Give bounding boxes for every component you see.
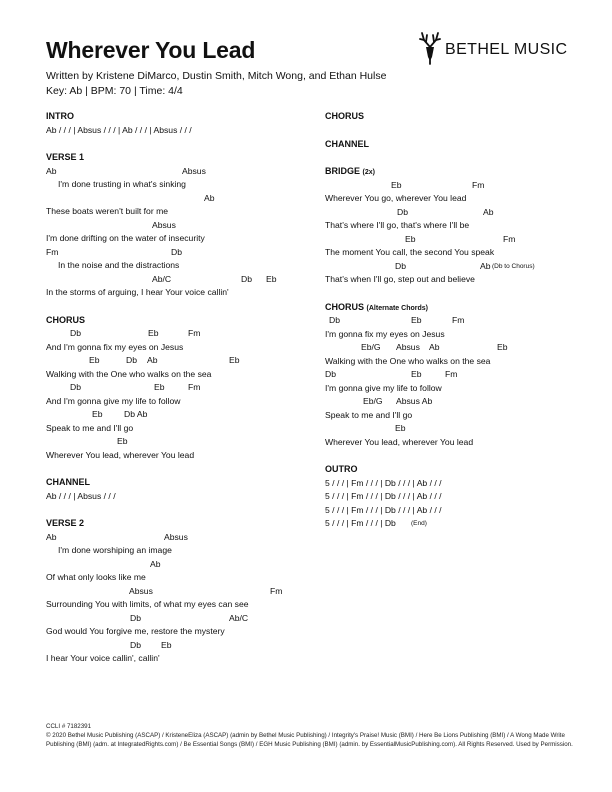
chord: Ab [46,531,57,542]
intro-section [46,110,326,137]
song-title: Wherever You Lead [46,37,256,63]
chord: Absus [164,531,188,542]
chord-line [325,206,605,220]
chord: Ab [46,165,57,176]
chord: Eb [117,436,128,446]
chord-line [46,219,326,233]
chord: Absus [396,342,420,352]
chord-progression-line: 5 / / / | Fm / / / | Db / / / | Ab / / / [325,477,442,488]
section-heading: BRIDGE (2x) [325,166,375,176]
lyric-line: Wherever You go, wherever You lead [325,193,467,203]
chord: Db [130,639,141,650]
chord: Fm [445,369,458,379]
chord-line [46,558,326,572]
chord-line [46,381,326,395]
chord-line [46,354,326,368]
lyric-line: And I'm gonna give my life to follow [46,395,181,406]
chord: Fm [188,382,201,392]
lyric-line: God would You forgive me, restore the mystery [46,626,225,636]
left-column [46,110,326,680]
alternate-chords-note: (Alternate Chords) [366,304,428,312]
chord: Fm [452,315,465,325]
chord: Eb [497,342,508,352]
chord: Ab/C [229,612,249,623]
chord: Eb [266,273,277,284]
lyric-line: That's when I'll go, step out and believe [325,274,475,284]
section-heading: CHANNEL [46,477,90,487]
chord: Ab [147,355,158,365]
chord-line [46,273,326,287]
lyric-line: The moment You call, the second You speak [325,247,495,257]
section-heading: VERSE 2 [46,518,85,528]
chord: Fm [46,246,59,257]
chord-line [46,612,326,626]
chord-note: (Db to Chorus) [492,262,535,270]
lyric-line: Of what only looks like me [46,572,146,582]
chord: Eb [411,369,422,379]
section-heading: OUTRO [325,464,358,474]
chord: Absus [129,585,153,596]
chord: Fm [270,585,283,596]
outro-section [325,463,605,531]
chord-progression-line: 5 / / / | Fm / / / | Db / / / | Ab / / / [325,504,442,515]
chord: Eb [395,423,406,433]
chord-progression-line: Ab / / / | Absus / / / | Ab / / / | Absus / / / [46,124,192,135]
chorus-repeat-heading: CHORUS [325,111,365,121]
copyright-text: © 2020 Bethel Music Publishing (ASCAP) / KristeneEliza (ASCAP) (admin by Bethel Music Publishing) / Integrity's Praise! Music (BMI) / Here Be Lions Publishing (BMI) / A Wong Made Write Publishing (BMI) (adm. at IntegratedRights.com) / Be Essential Songs (BMI) / EGH Music Publishing (BMI) (admin. by EssentialMusicPublishing.com). All Rights Reserved. Used by Permission. [46,732,573,748]
lyric-line: I'm done worshiping an image [58,545,172,555]
section-heading: CHORUS (Alternate Chords) [325,301,428,312]
channel-section [46,476,326,503]
chord: Absus Ab [396,396,433,406]
chord: Absus [182,165,206,176]
section-heading: INTRO [46,111,74,121]
chord-line [325,179,605,193]
writers-credit: Written by Kristene DiMarco, Dustin Smith, Mitch Wong, and Ethan Hulse [46,70,387,82]
deer-antler-icon [419,30,441,66]
chord-line [46,408,326,422]
copyright-footer [46,722,576,749]
chord: Eb [391,179,402,190]
lyric-line: In the noise and the distractions [58,260,180,270]
chord-line [325,260,605,274]
chord-line [325,233,605,247]
lyric-line: Wherever You lead, wherever You lead [46,449,195,460]
lyric-line: And I'm gonna fix my eyes on Jesus [46,341,184,352]
chord-line [46,531,326,545]
lyric-line: Surrounding You with limits, of what my eyes can see [46,599,249,609]
chord-line [46,435,326,449]
chorus-alternate-section [325,301,605,450]
lyric-line: I'm gonna give my life to follow [325,382,442,393]
lyric-line: I'm done trusting in what's sinking [58,179,186,189]
chord-progression-line: Ab / / / | Absus / / / [46,490,116,501]
chord: Db [395,260,406,271]
chord: Eb [229,355,240,365]
chord: Eb [161,639,172,650]
bethel-music-logo [419,30,569,66]
verse-2-section [46,517,326,666]
lyric-line: In the storms of arguing, I hear Your voice callin' [46,287,229,297]
ccli-number: CCLI # 7182391 [46,723,92,730]
section-heading: VERSE 1 [46,152,85,162]
chord-line [46,165,326,179]
chord: Db [70,382,81,392]
chord: Db [329,315,340,325]
chord: Fm [188,328,201,338]
chord: Eb [148,328,159,338]
lyric-line: That's where I'll go, that's where I'll be [325,220,470,230]
key-bpm-time: Key: Ab | BPM: 70 | Time: 4/4 [46,85,183,97]
chord: Db [126,355,137,365]
chord: Db [130,612,141,623]
chord-line [325,368,605,382]
right-column [325,110,605,545]
chord: Ab [429,342,440,352]
chord: Eb/G [363,396,383,406]
chord-line [325,314,605,328]
chord: Fm [472,179,485,190]
chord: Eb [154,382,165,392]
lyric-line: I'm done drifting on the water of insecurity [46,233,205,243]
section-heading: CHORUS [46,314,86,325]
lyric-line: Speak to me and I'll go [46,422,134,433]
lyric-line: I'm gonna fix my eyes on Jesus [325,328,445,339]
chord: Ab [150,558,161,569]
chord: Ab [483,206,494,217]
chord-line [46,192,326,206]
lyric-line: Walking with the One who walks on the sea [325,355,491,366]
lyric-line: I hear Your voice callin', callin' [46,653,160,663]
chord-line [46,327,326,341]
chord-line [46,246,326,260]
chord-progression-line: 5 / / / | Fm / / / | Db (End) [325,517,605,531]
chord: Db [397,206,408,217]
chord: Eb [89,355,100,365]
chord-line [325,422,605,436]
chord: Db [325,369,336,379]
repeat-note: (2x) [362,169,375,176]
chord: Ab/C [152,273,172,284]
chord-line [46,585,326,599]
chord: Ab [204,192,215,203]
chord: Eb/G [361,342,381,352]
end-note: (End) [411,520,427,527]
bridge-section [325,165,605,287]
lyric-line: Wherever You lead, wherever You lead [325,436,474,447]
chord-line [325,395,605,409]
chord: Ab [480,260,491,271]
chord: Db Ab [124,409,148,419]
chord: Db [241,273,252,284]
lyric-line: Speak to me and I'll go [325,409,413,420]
lyric-line: These boats weren't built for me [46,206,169,216]
chorus-section [46,314,326,463]
chord: Eb [411,315,422,325]
channel-repeat-heading: CHANNEL [325,138,369,149]
chord: Eb [92,409,103,419]
logo-wordmark: BETHEL MUSIC [445,41,568,58]
chord-line [325,341,605,355]
chord-line [46,639,326,653]
chord: Eb [405,233,416,244]
chord: Absus [152,219,176,230]
chord: Fm [503,233,516,244]
chord: Db [70,328,81,338]
chord: Db [171,246,182,257]
lyric-line: Walking with the One who walks on the sea [46,368,212,379]
verse-1-section [46,151,326,300]
chord-progression-line: 5 / / / | Fm / / / | Db / / / | Ab / / / [325,491,442,501]
